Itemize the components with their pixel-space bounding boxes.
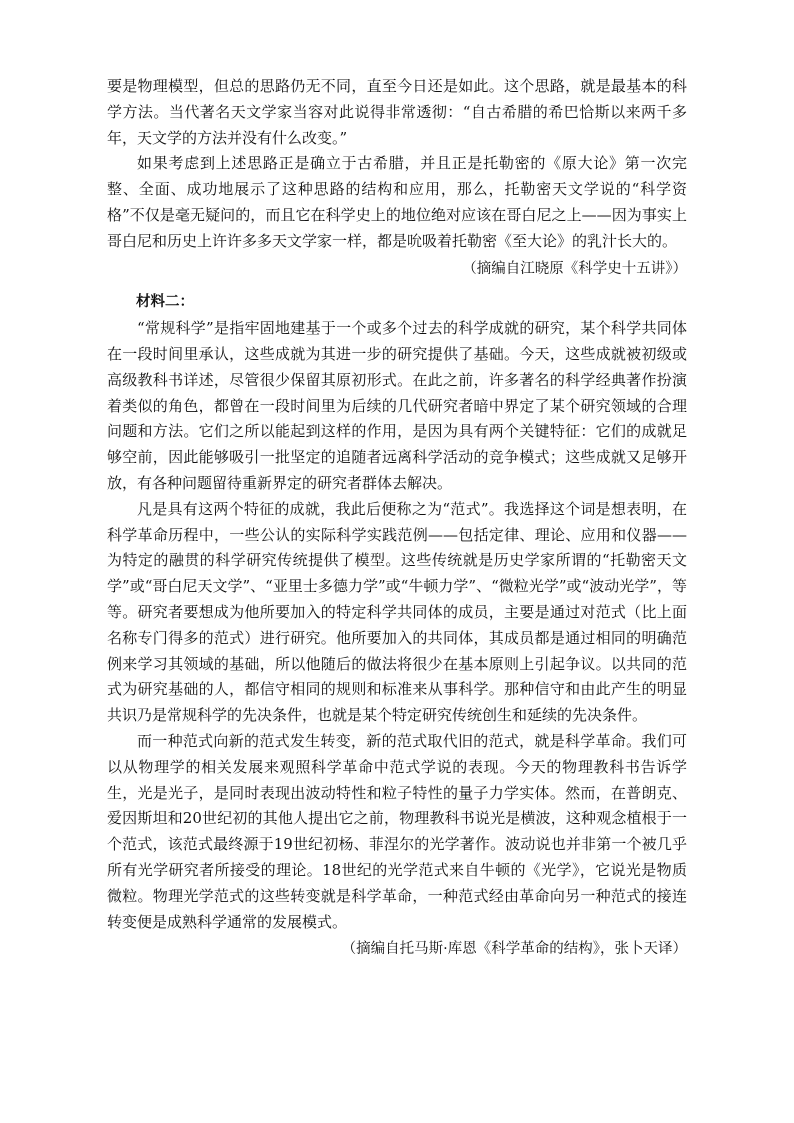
paragraph-scientific-revolution: 而一种范式向新的范式发生转变，新的范式取代旧的范式，就是科学革命。我们可以从物理学的相关发展来观照科学革命中范式学说的表现。今天的物理教科书告诉学生，光是光子，是同时表现出波动特性和粒子特性的量子力学实体。然而，在普朗克、爱因斯坦和20世纪初的其他人提出它之前，物理教科书说光是横波，这种观念植根于一个范式，该范式最终源于19世纪初杨、菲涅尔的光学著作。波动说也并非第一个被几乎所有光学研究者所接受的理论。18世纪的光学范式来自牛顿的《光学》，它说光是物质微粒。物理光学范式的这些转变就是科学革命，一种范式经由革命向另一种范式的接连转变便是成熟科学通常的发展模式。 bbox=[107, 731, 687, 931]
paragraph-normal-science: “常规科学”是指牢固地建基于一个或多个过去的科学成就的研究，某个科学共同体在一段时间里承认，这些成就为其进一步的研究提供了基础。今天，这些成就被初级或高级教科书详述，尽管很少保留其原初形式。在此之前，许多著名的科学经典著作扮演着类似的角色，都曾在一段时间里为后续的几代研究者暗中界定了某个研究领域的合理问题和方法。它们之所以能起到这样的作用，是因为具有两个关键特征：它们的成就足够空前，因此能够吸引一批坚定的追随者远离科学活动的竞争模式；这些成就又足够开放，有各种问题留待重新界定的研究者群体去解决。 bbox=[107, 319, 687, 492]
source-citation-1: （摘编自江晓原《科学史十五讲》） bbox=[462, 260, 687, 277]
material-two-heading: 材料二： bbox=[136, 294, 194, 311]
paragraph-paradigm: 凡是具有这两个特征的成就，我此后便称之为“范式”。我选择这个词是想表明，在科学革命历程中，一些公认的实际科学实践范例——包括定律、理论、应用和仪器——为特定的融贯的科学研究传统提供了模型。这些传统就是历史学家所谓的“托勒密天文学”或“哥白尼天文学”、“亚里士多德力学”或“牛顿力学”、“微粒光学”或“波动光学”，等等。研究者要想成为他所要加入的特定科学共同体的成员，主要是通过对范式（比上面名称专门得多的范式）进行研究。他所要加入的共同体，其成员都是通过相同的明确范例来学习其领域的基础，所以他随后的做法将很少在基本原则上引起争议。以共同的范式为研究基础的人，都信守相同的规则和标准来从事科学。那种信守和由此产生的明显共识乃是常规科学的先决条件，也就是某个特定研究传统创生和延续的先决条件。 bbox=[107, 499, 687, 725]
source-citation-2: （摘编自托马斯·库恩《科学革命的结构》，张卜天译） bbox=[341, 941, 687, 958]
paragraph-continuation: 要是物理模型，但总的思路仍无不同，直至今日还是如此。这个思路，就是最基本的科学方法。当代著名天文学家当容对此说得非常透彻：“自古希腊的希巴恰斯以来两千多年，天文学的方法并没有什么改变。” bbox=[107, 77, 687, 147]
document-body bbox=[107, 74, 687, 963]
paragraph-ptolemy: 如果考虑到上述思路正是确立于古希腊，并且正是托勒密的《原大论》第一次完整、全面、成功地展示了这种思路的结构和应用，那么，托勒密天文学说的“科学资格”不仅是毫无疑问的，而且它在科学史上的地位绝对应该在哥白尼之上——因为事实上哥白尼和历史上许许多多天文学家一样，都是吮吸着托勒密《至大论》的乳汁长大的。 bbox=[107, 154, 687, 250]
